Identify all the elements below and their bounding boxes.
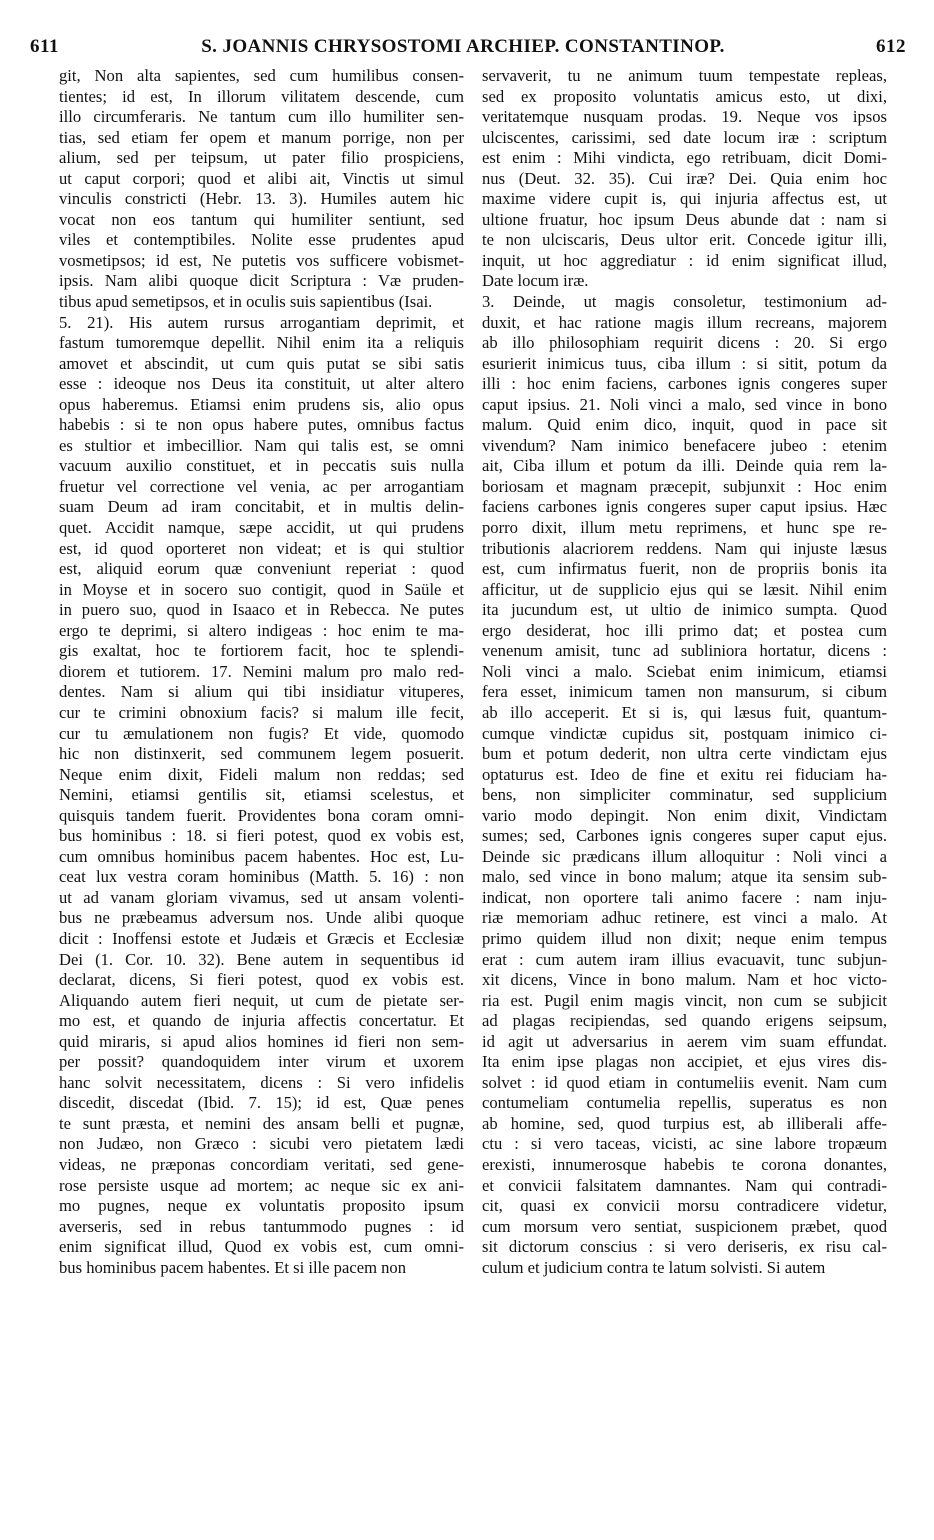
- left-column-text-line: tias, sed etiam fer opem et manum porrige, non per: [59, 127, 464, 147]
- right-column-text-line: cum morsum vero sentiat, suspicionem præbet, quod: [482, 1216, 887, 1236]
- left-column-text-line: cur te crimini obnoxium facis? si malum ille fecit,: [59, 702, 464, 722]
- left-column-text-line: enim significat illud, Quod ex vobis est, cum omni-: [59, 1237, 464, 1257]
- left-column: [59, 66, 464, 1278]
- right-column-text-line: fera esset, inimicum tamen non mansurum, si cibum: [482, 682, 887, 702]
- page-number-left: 611: [30, 36, 59, 57]
- left-column-text-line: est, aliquid eorum quæ conveniunt reperiat : quod: [59, 559, 464, 579]
- left-column-text-line: vacuum auxilio constituet, et in peccatis suis nulla: [59, 456, 464, 476]
- right-column-text-line: maxime videre cupit is, qui injuria affectus est, ut: [482, 189, 887, 209]
- right-column-text-line: indicat, non oportere tali animo facere : nam inju-: [482, 887, 887, 907]
- left-column-text-line: vocat non eos tantum qui humiliter sentiunt, sed: [59, 209, 464, 229]
- right-column-text-line: servaverit, tu ne animum tuum tempestate repleas,: [482, 66, 887, 85]
- right-column-text-line: ab illo acceperit. Et si is, qui læsus fuit, quantum-: [482, 702, 887, 722]
- left-column-text-line: mo est, et quando de injuria affectis concertatur. Et: [59, 1011, 464, 1031]
- left-column-text-line: amovet et abscindit, ut cum quis putat se sibi satis: [59, 353, 464, 373]
- left-column-text-line: tibus apud semetipsos, et in oculis suis sapientibus (Isai.: [59, 292, 433, 312]
- left-column-text-line: vosmetipsos; id est, Ne putetis vos sufficere vobismet-: [59, 250, 464, 270]
- left-column-text-line: diorem et tutiorem. 17. Nemini malum pro malo red-: [59, 661, 464, 681]
- right-column-text-line: porro dixit, illum metu reprimens, et hunc spe re-: [482, 518, 887, 538]
- left-column-text-line: opus haberemus. Etiamsi enim prudens sis, alio opus: [59, 394, 464, 414]
- left-column-text-line: ipsis. Nam alibi quoque dicit Scriptura : Væ pruden-: [59, 271, 464, 291]
- left-column-text-line: suam Deum ad iram concitabit, et in multis delin-: [59, 497, 464, 517]
- right-column-text-line: Noli vinci a malo. Sciebat enim inimicum, etiamsi: [482, 661, 887, 681]
- right-column-text-line: optaturus est. Ideo de fine et exitu rei fiduciam ha-: [482, 764, 887, 784]
- left-column-text-line: viles et contemptibiles. Nolite esse prudentes apud: [59, 230, 464, 250]
- left-column-text-line: discedit, discedat (Ibid. 7. 15); id est, Quæ penes: [59, 1093, 464, 1113]
- right-column-text-line: sit dictorum conscius : si vero deriseris, ex risu cal-: [482, 1237, 887, 1257]
- right-column-text-line: veritatemque nusquam prodas. 19. Neque vos ipsos: [482, 107, 887, 127]
- right-column: [482, 66, 887, 1278]
- right-column-text-line: afficitur, ut de supplicio ejus qui se læsit. Nihil enim: [482, 579, 887, 599]
- left-column-text-line: fastum tumoremque depellit. Nihil enim ita a reliquis: [59, 333, 464, 353]
- left-column-text-line: videas, ne præponas concordiam veritati, sed gene-: [59, 1154, 464, 1174]
- left-column-text-line: est, id quod oporteret non videat; et is qui stultior: [59, 538, 464, 558]
- left-column-text-line: ergo te deprimi, si altero indigeas : hoc enim te ma-: [59, 620, 464, 640]
- left-column-text-line: rose persiste usque ad mortem; ac neque sic ex ani-: [59, 1175, 464, 1195]
- left-column-text-line: ut caput corpori; quod et alibi ait, Vinctis ut simul: [59, 168, 464, 188]
- left-column-text-line: Neque enim dixit, Fideli malum non reddas; sed: [59, 764, 464, 784]
- left-column-text-line: bus hominibus : 18. si fieri potest, quod ex vobis est,: [59, 826, 464, 846]
- right-column-text-line: ulciscentes, carissimi, sed date locum iræ : scriptum: [482, 127, 887, 147]
- right-column-text-line: bens, non simpliciter comminatur, sed supplicium: [482, 785, 887, 805]
- right-column-text-line: te non ulciscaris, Deus ultor erit. Concede igitur illi,: [482, 230, 887, 250]
- left-column-text-line: Nemini, etiamsi gentilis sit, etiamsi scelestus, et: [59, 785, 464, 805]
- right-column-text-line: est enim : Mihi vindicta, ego retribuam, dicit Domi-: [482, 148, 887, 168]
- left-column-text-line: Dei (1. Cor. 10. 32). Bene autem in sequentibus id: [59, 949, 464, 969]
- left-column-text-line: git, Non alta sapientes, sed cum humilibus consen-: [59, 66, 464, 85]
- right-column-text-line: faciens carbones ignis congeres super caput ipsius. Hæc: [482, 497, 887, 517]
- right-column-text-line: cumque vindictæ cupidus sit, postquam inimico ci-: [482, 723, 887, 743]
- right-column-text-line: sed ex proposito voluntatis amicus esto, ut dixi,: [482, 86, 887, 106]
- right-column-text-line: erat : cum autem iram illius evacuavit, tunc subjun-: [482, 949, 887, 969]
- right-column-text-line: ita jucundum est, ut ultio de inimico sumpta. Quod: [482, 600, 887, 620]
- right-column-text-line: vario modo depingit. Non enim dixit, Vindictam: [482, 805, 887, 825]
- right-column-text-line: contumeliam contumelia repellis, superatus es non: [482, 1093, 887, 1113]
- left-column-text-line: habebis : si te non opus habere putes, omnibus factus: [59, 415, 464, 435]
- left-column-text-line: cur tu æmulationem non fugis? Et vide, quomodo: [59, 723, 464, 743]
- right-column-text-line: bum et potum dederit, non ultra certe vindictam ejus: [482, 744, 887, 764]
- left-column-text-line: vinculis constricti (Hebr. 13. 3). Humiles autem hic: [59, 189, 464, 209]
- left-column-text-line: cum omnibus hominibus pacem habentes. Hoc est, Lu-: [59, 846, 464, 866]
- left-column-text-line: quid miraris, si apud alios homines id fieri non sem-: [59, 1031, 464, 1051]
- right-column-text-line: cit, quasi ex convicii morsu contradicere videtur,: [482, 1196, 887, 1216]
- left-column-text-line: alium, sed per teipsum, ut pater filio prospiciens,: [59, 148, 464, 168]
- left-column-text-line: in puero suo, quod in Isaaco et in Rebecca. Ne putes: [59, 600, 464, 620]
- right-column-text-line: caput ipsius. 21. Noli vinci a malo, sed vince in bono: [482, 394, 887, 414]
- right-column-text-line: est, cum infirmatus fuerit, non de propriis bonis ita: [482, 559, 887, 579]
- left-column-text-line: fruetur vel correctione vel venia, ac per arrogantiam: [59, 476, 464, 496]
- right-column-text-line: ad plagas recipiendas, sed quando erigens seipsum,: [482, 1011, 887, 1031]
- left-column-text-line: quet. Accidit namque, sæpe accidit, ut qui prudens: [59, 518, 464, 538]
- right-column-text-line: malo, sed vince in bono malum; atque ita sensim sub-: [482, 867, 887, 887]
- left-column-text-line: dentes. Nam si alium qui tibi insidiatur vituperes,: [59, 682, 464, 702]
- left-column-text-line: hanc solvit necessitatem, dicens : Si vero infidelis: [59, 1072, 464, 1092]
- right-column-text-line: boriosam et magnam præcepit, subjunxit : Hoc enim: [482, 476, 887, 496]
- left-column-text-line: bus ne præbeamus adversum nos. Unde alibi quoque: [59, 908, 464, 928]
- left-column-text-line: gis exaltat, hoc te fortiorem facit, hoc te splendi-: [59, 641, 464, 661]
- left-column-text-line: declarat, dicens, Si fieri potest, quod ex vobis est.: [59, 970, 464, 990]
- right-column-text-line: malum. Quid enim dico, inquit, quod in pace sit: [482, 415, 887, 435]
- left-column-text-line: bus hominibus pacem habentes. Et si ille pacem non: [59, 1257, 407, 1277]
- right-column-text-line: culum et judicium contra te latum solvisti. Si autem: [482, 1257, 826, 1277]
- left-column-text-line: Aliquando autem fieri nequit, ut cum de pietate ser-: [59, 990, 464, 1010]
- right-column-text-line: duxit, et hac ratione magis illum recreans, majorem: [482, 312, 887, 332]
- left-column-text-line: per possit? quandoquidem inter virum et uxorem: [59, 1052, 464, 1072]
- left-column-text-line: hic non distinxerit, sed communem legem posuerit.: [59, 744, 464, 764]
- right-column-text-line: tributionis alacriorem reddens. Nam qui injuste læsus: [482, 538, 887, 558]
- right-column-text-line: ab illo philosophiam requirit dicens : 20. Si ergo: [482, 333, 887, 353]
- left-column-text-line: non Judæo, non Græco : sicubi vero pietatem lædi: [59, 1134, 464, 1154]
- left-column-text-line: mo pugnes, neque ex voluntatis proposito ipsum: [59, 1196, 464, 1216]
- right-column-text-line: 3. Deinde, ut magis consoletur, testimonium ad-: [482, 292, 887, 312]
- left-column-text-line: ceat lux vestra coram hominibus (Matth. 5. 16) : non: [59, 867, 464, 887]
- right-column-text-line: Deinde sic prædicans illum alloquitur : Noli vinci a: [482, 846, 887, 866]
- right-column-text-line: esurierit inimicus tuus, ciba illum : si sitit, potum da: [482, 353, 887, 373]
- right-column-text-line: sumes; sed, Carbones ignis congeres super caput ejus.: [482, 826, 887, 846]
- right-column-text-line: id agit ut adversarius in aerem vim suam effundat.: [482, 1031, 887, 1051]
- running-header: [26, 36, 906, 64]
- left-column-text-line: esse : ideoque nos Deus ita constituit, ut alter altero: [59, 374, 464, 394]
- left-column-text-line: 5. 21). His autem rursus arrogantiam deprimit, et: [59, 312, 464, 332]
- right-column-text-line: illi : hoc enim faciens, carbones ignis congeres super: [482, 374, 887, 394]
- right-column-text-line: ab homine, sed, quod turpius est, ab illiberali affe-: [482, 1113, 887, 1133]
- right-column-text-line: ria est. Pugil enim magis vincit, non cum se subjicit: [482, 990, 887, 1010]
- right-column-text-line: xit dicens, Vince in bono malum. Nam et hoc victo-: [482, 970, 887, 990]
- left-column-text-line: in Moyse et in socero suo contigit, quod in Saüle et: [59, 579, 464, 599]
- left-column-text-line: averseris, sed in rebus tantummodo pugnes : id: [59, 1216, 464, 1236]
- page-number-right: 612: [876, 36, 906, 57]
- right-column-text-line: Ita enim ipse plagas non accipiet, et ejus vires dis-: [482, 1052, 887, 1072]
- right-column-text-line: inquit, ut hoc aggrediatur : id enim significat illud,: [482, 250, 887, 270]
- right-column-text-line: riæ memoriam adhuc retinere, est vinci a malo. At: [482, 908, 887, 928]
- left-column-text-line: te sunt præsta, et nemini des ansam belli et pugnæ,: [59, 1113, 464, 1133]
- left-column-text-line: tientes; id est, In illorum vilitatem descende, cum: [59, 86, 464, 106]
- right-column-text-line: nus (Deut. 32. 35). Cui iræ? Dei. Quia enim hoc: [482, 168, 887, 188]
- left-column-text-line: illo circumferaris. Ne tantum cum illo humiliter sen-: [59, 107, 464, 127]
- right-column-text-line: vivendum? Nam inimico benefacere jubeo : etenim: [482, 435, 887, 455]
- left-column-text-line: quisquis tandem fuerit. Providentes bona coram omni-: [59, 805, 464, 825]
- left-column-text-line: dicit : Inoffensi estote et Judæis et Græcis et Ecclesiæ: [59, 928, 464, 948]
- right-column-text-line: ergo desiderat, hoc illi primo dat; et postea cum: [482, 620, 887, 640]
- right-column-text-line: venenum amisit, tunc ad subliniora hortatur, dicens :: [482, 641, 887, 661]
- right-column-text-line: ultione fruatur, hoc ipsum Deus abunde dat : nam si: [482, 209, 887, 229]
- right-column-text-line: ctu : si vero taceas, vicisti, ac sine labore tropæum: [482, 1134, 887, 1154]
- right-column-text-line: erexisti, innumerosque habebis te corona donantes,: [482, 1154, 887, 1174]
- right-column-text-line: primo quidem illud non dixit; neque enim tempus: [482, 928, 887, 948]
- right-column-text-line: Date locum iræ.: [482, 271, 589, 291]
- right-column-text-line: ait, Ciba illum et potum da illi. Deinde quia rem la-: [482, 456, 887, 476]
- right-column-text-line: solvet : id quod etiam in contumeliis evenit. Nam cum: [482, 1072, 887, 1092]
- left-column-text-line: es stultior et imbecillior. Nam qui talis est, se omni: [59, 435, 464, 455]
- right-column-text-line: et convicii falsitatem damnantes. Nam qui contradi-: [482, 1175, 887, 1195]
- left-column-text-line: ut ad vanam gloriam vivamus, sed ut ansam volenti-: [59, 887, 464, 907]
- running-title: S. JOANNIS CHRYSOSTOMI ARCHIEP. CONSTANTINOP.: [201, 36, 725, 57]
